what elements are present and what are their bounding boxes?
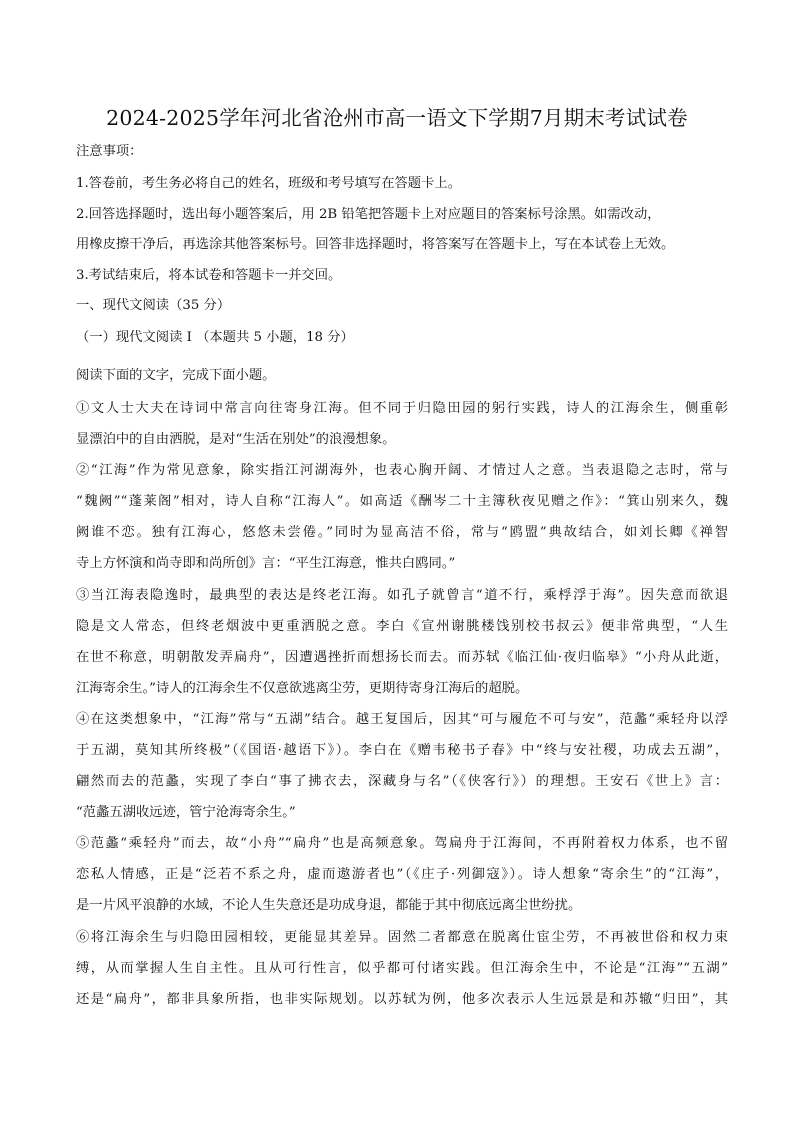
article-line: 还是“扁舟”，都非具象所指，也非实际规划。以苏轼为例，他多次表示人生远景是和苏辙“归田”，其 [76,992,728,1007]
article-line: ⑤范蠡“乘轻舟”而去，故“小舟”“扁舟”也是高频意象。驾扁舟于江海间，不再附着权力体系，也不留 [76,836,728,851]
article-line: 寺上方怀演和尚寺即和尚所创》言：“平生江海意，惟共白鸥同。” [76,556,456,571]
article-line: ④在这类想象中，“江海”常与“五湖”结合。越王复国后，因其“可与履危不可与安”，范蠡“乘轻舟以浮 [76,712,728,727]
article-line: 恋私人情感，正是“泛若不系之舟，虚而遨游者也”（《庄子·列御寇》）。诗人想象“寄余生”的“江海”， [76,867,728,882]
article-line: ①文人士大夫在诗词中常言向往寄身江海。但不同于归隐田园的躬行实践，诗人的江海余生，侧重彰 [76,401,728,416]
article-line: 在世不称意，明朝散发弄扁舟”，因遭遇挫折而想扬长而去。而苏轼《临江仙·夜归临皋》“小舟从此逝， [76,650,728,665]
section-heading: 一、现代文阅读（35 分） [76,298,231,313]
notes-item-2-line-1: 2.回答选择题时，选出每小题答案后，用 2B 铅笔把答题卡上对应题目的答案标号涂黑。如需改动， [76,207,661,222]
article-line: ③当江海表隐逸时，最典型的表达是终老江海。如孔子就曾言“道不行，乘桴浮于海”。因失意而欲退 [76,588,728,603]
notes-item-2-line-2: 用橡皮擦干净后，再选涂其他答案标号。回答非选择题时，将答案写在答题卡上，写在本试卷上无效。 [76,237,675,252]
article-line: 阙谁不恋。独有江海心，悠悠未尝倦。”同时为显高洁不俗，常与“鸥盟”典故结合，如刘长卿《禅智 [76,525,728,540]
article-line: “魏阙”“蓬莱阁”相对，诗人自称“江海人”。如高适《酬岑二十主簿秋夜见赠之作》：“箕山别来久，魏 [76,494,728,509]
notes-item-1: 1.答卷前，考生务必将自己的姓名，班级和考号填写在答题卡上。 [76,176,461,191]
exam-title: 2024-2025学年河北省沧州市高一语文下学期7月期末考试试卷 [106,106,688,130]
article-line: ⑥将江海余生与归隐田园相较，更能显其差异。固然二者都意在脱离仕宦尘劳，不再被世俗和权力束 [76,930,728,945]
article-line: 缚，从而掌握人生自主性。且从可行性言，似乎都可付诸实践。但江海余生中，不论是“江海”“五湖” [76,961,728,976]
article-line: ②“江海”作为常见意象，除实指江河湖海外，也表心胸开阔、才情过人之意。当表退隐之志时，常与 [76,463,728,478]
notes-item-3: 3.考试结束后，将本试卷和答题卡一并交回。 [76,268,342,283]
article-line: “范蠡五湖收远迹，管宁沧海寄余生。” [76,805,296,820]
reading-instruction: 阅读下面的文字，完成下面小题。 [76,368,276,383]
notes-heading: 注意事项： [76,144,143,159]
sub-section-heading: （一）现代文阅读 I （本题共 5 小题，18 分） [76,330,354,345]
article-line: 江海寄余生。”诗人的江海余生不仅意欲逃离尘劳，更期待寄身江海后的超脱。 [76,681,529,696]
article-line: 隐是文人常态，但终老烟波中更重洒脱之意。李白《宣州谢朓楼饯别校书叔云》便非常典型，“人生 [76,619,728,634]
article-line: 显漂泊中的自由洒脱，是对“生活在别处”的浪漫想象。 [76,432,396,447]
article-line: 翩然而去的范蠡，实现了李白“事了拂衣去，深藏身与名”（《侠客行》）的理想。王安石《世上》言： [76,774,728,789]
article-line: 是一片风平浪静的水域，不论人生失意还是功成身退，都能于其中彻底远离尘世纷扰。 [76,898,582,913]
article-line: 于五湖，莫知其所终极”（《国语·越语下》）。李白在《赠韦秘书子春》中“终与安社稷，功成去五湖”， [76,743,728,758]
